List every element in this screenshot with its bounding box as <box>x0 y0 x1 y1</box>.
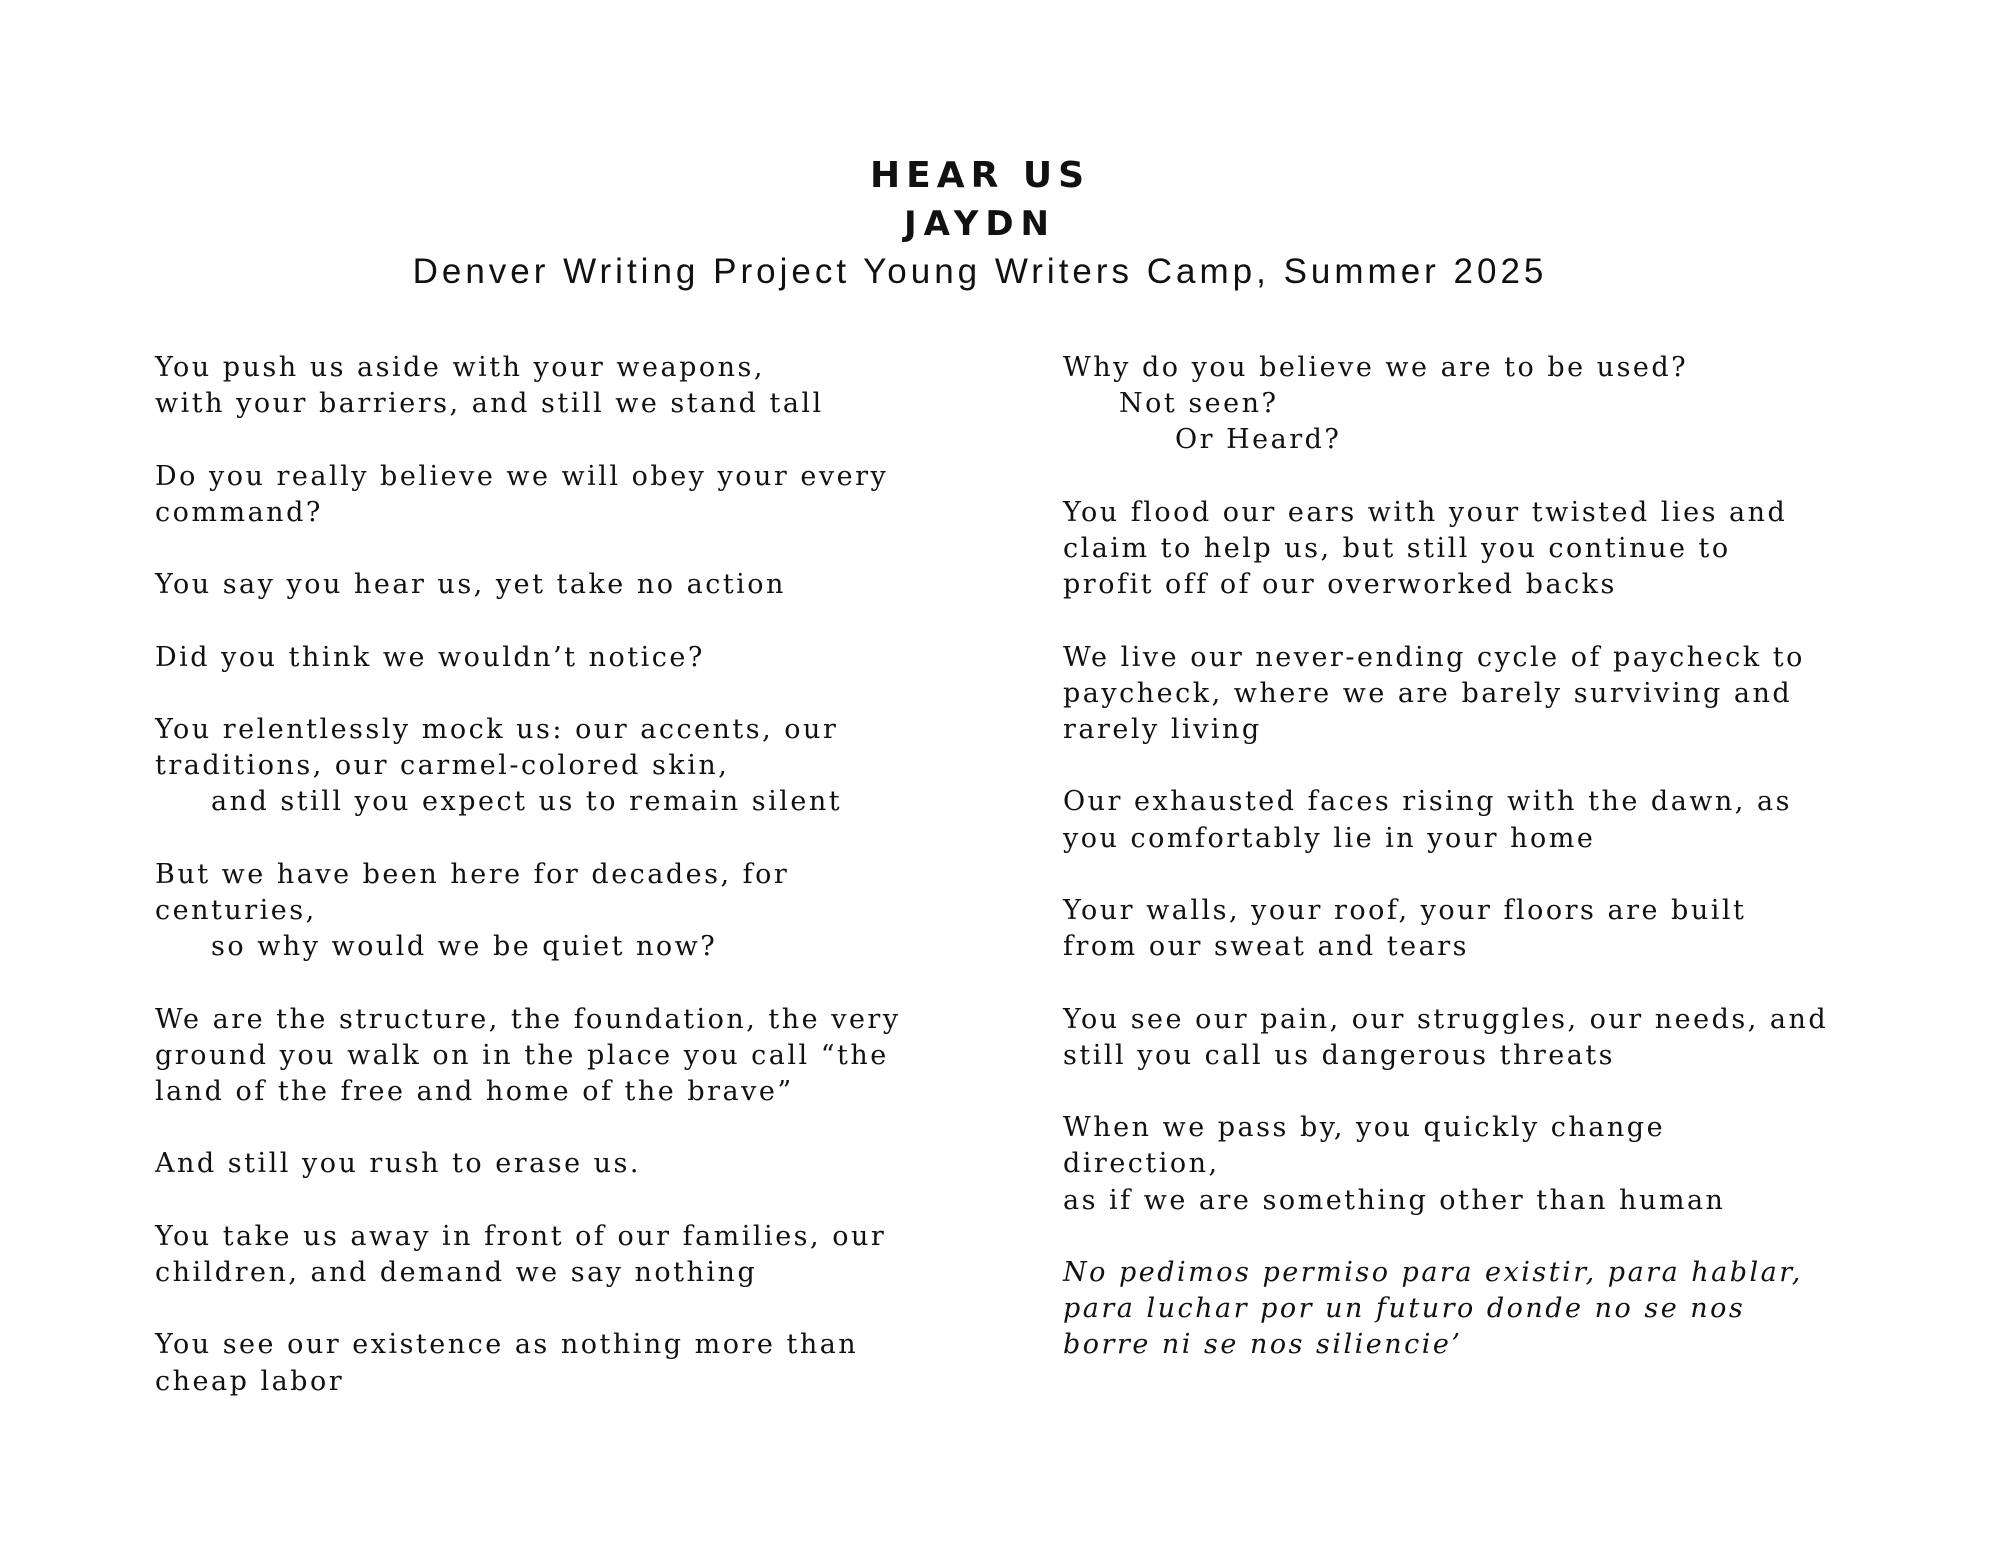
poem-column-right <box>1063 350 1883 1400</box>
poem-line: you comfortably lie in your home <box>1063 822 1596 854</box>
stanza <box>155 459 935 531</box>
stanza <box>155 1327 935 1399</box>
poem-line: No pedimos permiso para existir, para hablar, <box>1063 1256 1803 1288</box>
poem-line: You see our pain, our struggles, our needs, and <box>1063 1003 1829 1035</box>
stanza <box>155 640 935 676</box>
poem-column-left <box>155 350 935 1436</box>
poem-line: borre ni se nos siliencie’ <box>1063 1329 1463 1361</box>
poem-line: from our sweat and tears <box>1063 931 1469 963</box>
poem-line: Did you think we wouldn’t notice? <box>155 641 705 673</box>
poem-line: You take us away in front of our families, our <box>155 1220 887 1252</box>
poem-line: We live our never-ending cycle of paycheck to <box>1063 641 1805 673</box>
poem-line: claim to help us, but still you continue to <box>1063 533 1731 564</box>
stanza <box>155 1146 935 1182</box>
poem-header <box>0 152 1960 296</box>
stanza-spanish <box>1063 1255 1883 1364</box>
poem-line: You relentlessly mock us: our accents, our <box>155 713 839 745</box>
stanza <box>1063 1002 1883 1074</box>
poem-line: Why do you believe we are to be used? <box>1063 352 1689 383</box>
poem-line: And still you rush to erase us. <box>155 1148 641 1180</box>
poem-line: Our exhausted faces rising with the dawn, as <box>1063 786 1792 818</box>
poem-line: traditions, our carmel-colored skin, <box>155 750 730 782</box>
stanza <box>155 857 935 966</box>
stanza <box>1063 1110 1883 1219</box>
stanza <box>155 1219 935 1291</box>
poem-line: centuries, <box>155 894 317 926</box>
poem-subtitle: Denver Writing Project Young Writers Camp, Summer 2025 <box>412 252 1548 291</box>
poem-line: with your barriers, and still we stand tall <box>155 388 824 420</box>
stanza <box>1063 350 1883 459</box>
poem-line: command? <box>155 496 323 528</box>
poem-line: para luchar por un futuro donde no se nos <box>1063 1293 1746 1325</box>
stanza <box>1063 893 1883 965</box>
poem-line: We are the structure, the foundation, the very <box>155 1003 901 1035</box>
poem-title: HEAR US <box>870 155 1090 196</box>
poem-line: But we have been here for decades, for <box>155 858 790 890</box>
poem-line: You say you hear us, yet take no action <box>155 569 786 601</box>
poem-line: land of the free and home of the brave” <box>155 1075 794 1107</box>
poem-line: Do you really believe we will obey your every <box>155 460 889 492</box>
poem-author: JAYDN <box>903 204 1056 244</box>
poem-line: Or Heard? <box>1175 424 1342 456</box>
stanza <box>1063 640 1883 749</box>
poem-line: children, and demand we say nothing <box>155 1256 758 1288</box>
stanza <box>1063 784 1883 856</box>
poem-line: You see our existence as nothing more than <box>155 1329 859 1361</box>
poem-line: and still you expect us to remain silent <box>211 786 843 818</box>
poem-line: direction, <box>1063 1148 1220 1180</box>
poem-line: so why would we be quiet now? <box>211 931 718 963</box>
poem-line: rarely living <box>1063 714 1262 745</box>
poem-line: profit off of our overworked backs <box>1063 569 1617 601</box>
poem-line: paycheck, where we are barely surviving and <box>1063 677 1793 709</box>
poem-line: Your walls, your roof, your floors are built <box>1063 894 1747 926</box>
poem-line: ground you walk on in the place you call “the <box>155 1039 889 1071</box>
stanza <box>155 1002 935 1111</box>
poem-line: You push us aside with your weapons, <box>155 352 765 383</box>
stanza <box>1063 495 1883 604</box>
poem-line: Not seen? <box>1119 388 1279 420</box>
poem-line: still you call us dangerous threats <box>1063 1039 1616 1071</box>
stanza <box>155 350 935 422</box>
poem-line: You flood our ears with your twisted lies and <box>1063 496 1788 528</box>
poem-line: as if we are something other than human <box>1063 1184 1726 1216</box>
poem-line: When we pass by, you quickly change <box>1063 1112 1666 1144</box>
poem-line: cheap labor <box>155 1365 345 1397</box>
stanza <box>155 567 935 603</box>
stanza <box>155 712 935 821</box>
